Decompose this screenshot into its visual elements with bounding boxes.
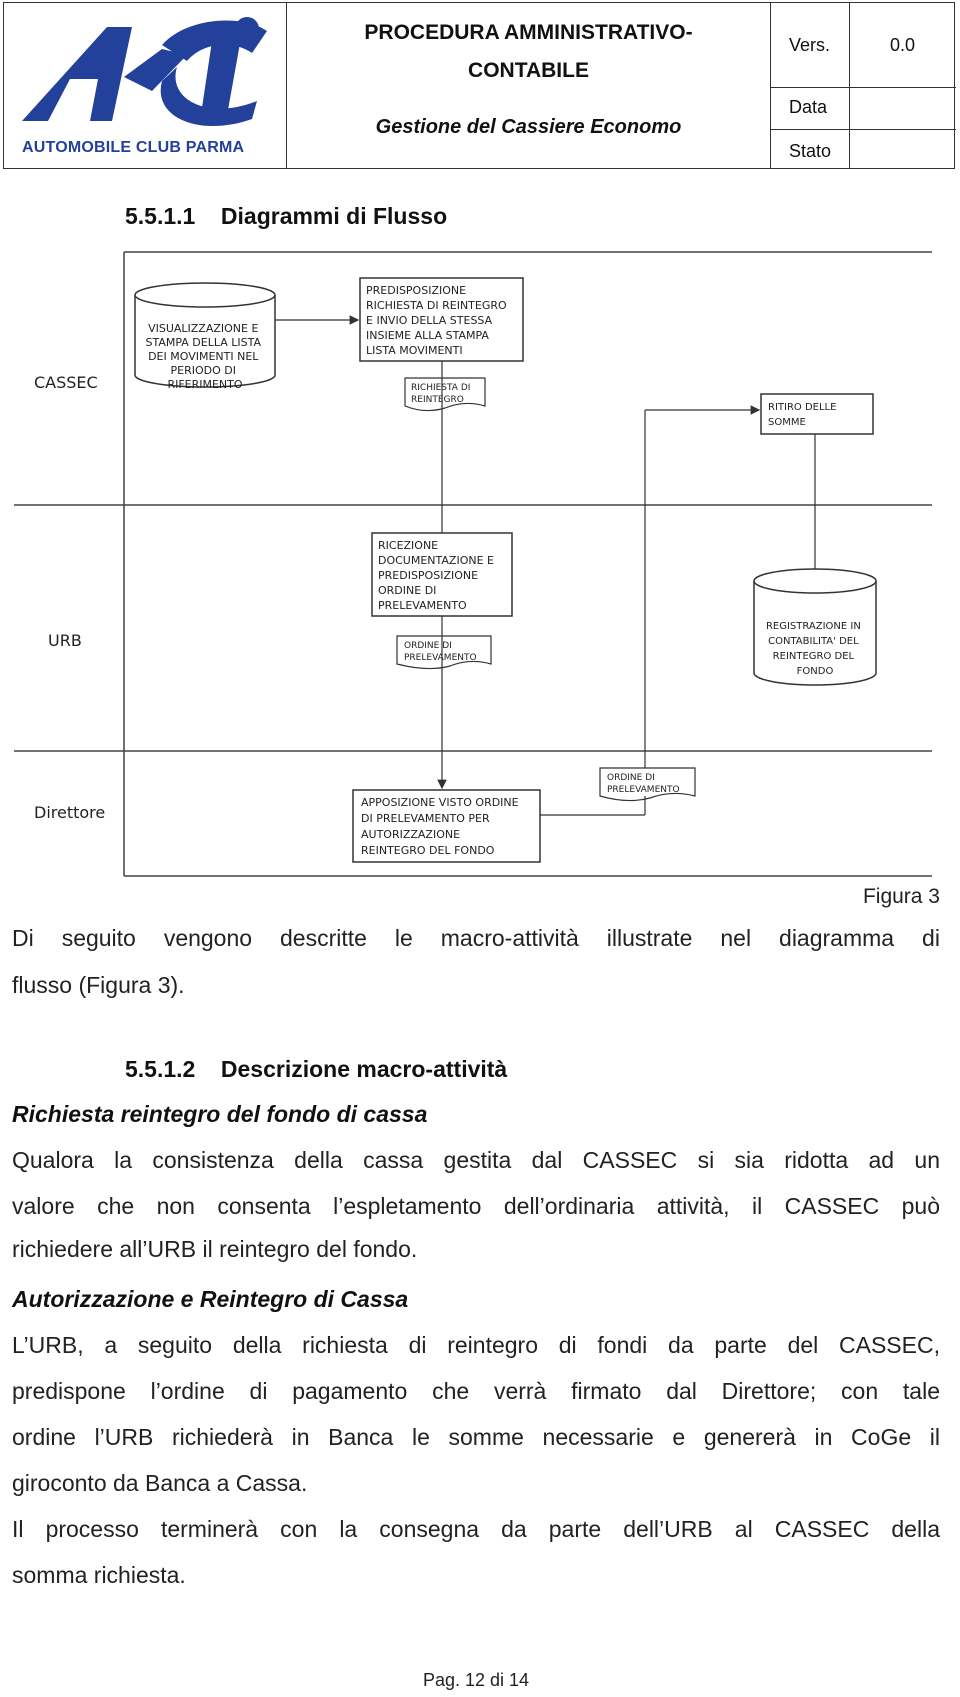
text-line: predispone l’ordine di pagamento che verrà firmato dal Direttore; con tale bbox=[12, 1378, 940, 1404]
svg-text:ORDINE DI PRELEVAMENTO: ORDINE DI PRELEVAMENTO bbox=[607, 773, 680, 795]
process-ritiro-somme bbox=[761, 394, 873, 434]
svg-text:RICEZIONE DOCUMENTAZIONE: RICEZIONE DOCUMENTAZIONE E PREDISPOSIZIONE ORDINE DI PRELEVAMENTO bbox=[378, 539, 494, 612]
text-line: Il processo terminerà con la consegna da parte dell’URB al CASSEC della bbox=[12, 1516, 940, 1542]
process-apposizione-visto bbox=[353, 790, 540, 862]
svg-text:RICHIESTA DI REINTEGRO: RICHIESTA DI REINTEGRO bbox=[411, 383, 471, 405]
svg-text:APPOSIZIONE VISTO ORDINE: APPOSIZIONE VISTO ORDINE DI PRELEVAMENTO PER AUTORIZZAZIONE REINTEGRO DEL FONDO bbox=[361, 796, 519, 857]
subsection-title-autorizzazione: Autorizzazione e Reintegro di Cassa bbox=[12, 1286, 409, 1312]
logo-text: AUTOMOBILE CLUB PARMA bbox=[22, 139, 245, 156]
version-label: Vers. bbox=[789, 35, 831, 55]
word: nel bbox=[720, 925, 752, 951]
document-title-line1: PROCEDURA AMMINISTRATIVO- bbox=[364, 21, 693, 44]
aci-logo bbox=[12, 9, 278, 165]
word: illustrate bbox=[606, 925, 693, 951]
document-richiesta-reintegro bbox=[405, 378, 485, 411]
text-line: giroconto da Banca a Cassa. bbox=[12, 1470, 308, 1496]
word: le bbox=[394, 925, 413, 951]
database-registrazione bbox=[754, 569, 876, 685]
status-label: Stato bbox=[789, 141, 832, 161]
word: Di bbox=[12, 925, 34, 951]
lane-label-direttore: Direttore bbox=[34, 803, 106, 822]
document-ordine-prelevamento-urb bbox=[397, 636, 491, 669]
document-title-line2: CONTABILE bbox=[468, 59, 589, 82]
process-predisposizione bbox=[360, 278, 523, 361]
text-line: richiedere all’URB il reintegro del fondo. bbox=[12, 1236, 418, 1262]
intro-paragraph-line1 bbox=[12, 915, 940, 961]
flow-diagram bbox=[0, 240, 960, 880]
word: vengono bbox=[163, 925, 253, 951]
document-ordine-prelevamento-direttore bbox=[600, 768, 695, 801]
subsection-body-richiesta bbox=[12, 1137, 940, 1269]
document-header bbox=[3, 2, 955, 169]
svg-text:REGISTRAZIONE IN CONTABI: REGISTRAZIONE IN CONTABILITA' DEL REINTEGRO DEL FONDO bbox=[765, 621, 861, 677]
word: seguito bbox=[61, 925, 136, 951]
document-subtitle: Gestione del Cassiere Economo bbox=[375, 116, 682, 138]
intro-paragraph-line2: flusso (Figura 3). bbox=[12, 972, 185, 998]
word: macro-attività bbox=[440, 925, 579, 951]
text-line: somma richiesta. bbox=[12, 1562, 186, 1588]
svg-text:RITIRO DELLE SOMME: RITIRO DELLE SOMME bbox=[768, 402, 837, 428]
text-line: valore che non consenta l’espletamento dell’ordinaria attività, il CASSEC può bbox=[12, 1193, 940, 1219]
word: descritte bbox=[280, 925, 367, 951]
version-value: 0.0 bbox=[890, 35, 916, 55]
subsection-body-autorizzazione bbox=[12, 1322, 940, 1598]
svg-text:PREDISPOSIZIONE RICHIEST: PREDISPOSIZIONE RICHIESTA DI REINTEGRO E INVIO DELLA STESSA INSIEME ALLA STAMPA LISTA MOVIMENTI bbox=[366, 284, 507, 357]
word: diagramma bbox=[779, 925, 895, 951]
database-visualizzazione bbox=[135, 283, 275, 391]
lane-label-cassec: CASSEC bbox=[34, 373, 98, 392]
lane-label-urb: URB bbox=[48, 631, 82, 650]
figure-caption: Figura 3 bbox=[862, 885, 940, 908]
process-ricezione bbox=[372, 533, 512, 616]
section-heading-description: 5.5.1.2 Descrizione macro-attività bbox=[125, 1056, 508, 1082]
text-line: Qualora la consistenza della cassa gestita dal CASSEC si sia ridotta ad un bbox=[12, 1147, 940, 1173]
page-number: Pag. 12 di 14 bbox=[422, 1670, 530, 1690]
word: di bbox=[922, 925, 940, 951]
svg-text:VISUALIZZAZIONE E STAMPA: VISUALIZZAZIONE E STAMPA DELLA LISTA DEI MOVIMENTI NEL PERIODO DI RIFERIMENTO bbox=[145, 322, 262, 391]
section-heading-diagrams: 5.5.1.1 Diagrammi di Flusso bbox=[125, 203, 448, 229]
subsection-title-richiesta: Richiesta reintegro del fondo di cassa bbox=[12, 1101, 428, 1127]
svg-text:ORDINE DI PRELEVAMENTO: ORDINE DI PRELEVAMENTO bbox=[404, 641, 477, 663]
text-line: ordine l’URB richiederà in Banca le somme necessarie e genererà in CoGe il bbox=[12, 1424, 940, 1450]
date-label: Data bbox=[789, 97, 828, 117]
text-line: L’URB, a seguito della richiesta di reintegro di fondi da parte del CASSEC, bbox=[12, 1332, 940, 1358]
